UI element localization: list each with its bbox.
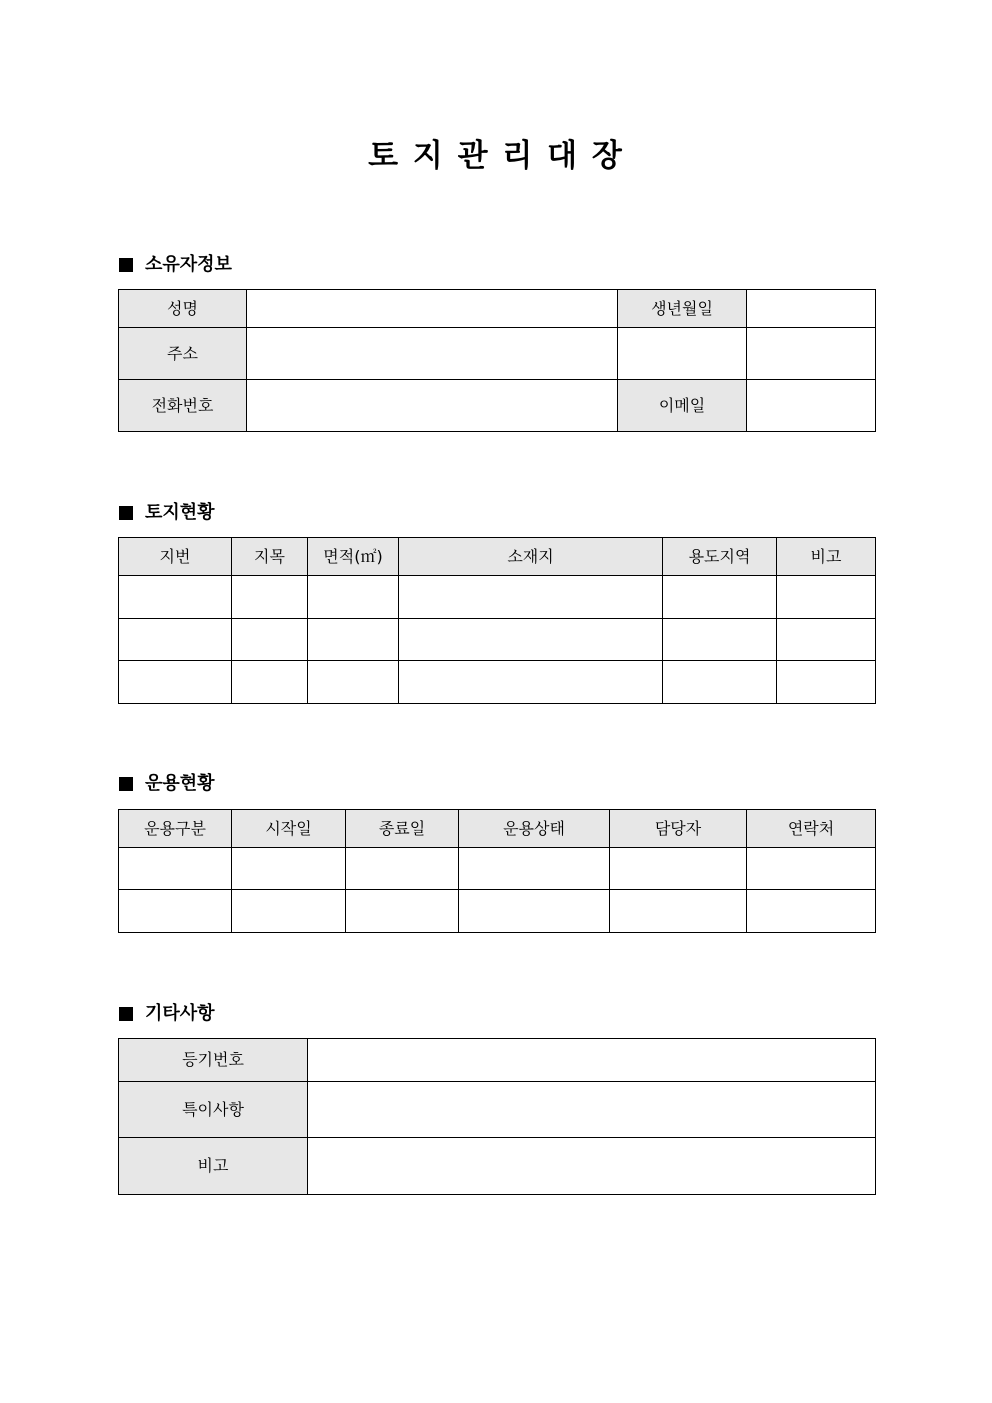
owner-row-name: [119, 290, 876, 328]
table-row: [119, 619, 876, 661]
table-cell[interactable]: [119, 661, 232, 704]
table-cell[interactable]: [459, 848, 610, 890]
table-cell[interactable]: [232, 848, 346, 890]
table-cell[interactable]: [308, 661, 399, 704]
owner-row-contact: [119, 380, 876, 432]
table-cell[interactable]: [119, 619, 232, 661]
address-field[interactable]: [247, 328, 618, 380]
other-info-table: [118, 1038, 876, 1195]
document-title: 토 지 관 리 대 장: [368, 138, 624, 174]
registration-no-label: 등기번호: [119, 1039, 308, 1082]
remarks-label: 비고: [119, 1138, 308, 1195]
usage-status-table: [118, 809, 876, 933]
registration-row: [119, 1039, 876, 1082]
address-label: 주소: [119, 328, 247, 380]
address-extra-field-1[interactable]: [618, 328, 747, 380]
land-header-row: [119, 538, 876, 576]
column-header: 담당자: [610, 810, 747, 848]
usage-section-heading: [119, 772, 215, 796]
table-cell[interactable]: [308, 576, 399, 619]
square-bullet-icon: [119, 777, 133, 791]
column-header: 연락처: [747, 810, 876, 848]
column-header: 시작일: [232, 810, 346, 848]
table-cell[interactable]: [232, 576, 308, 619]
square-bullet-icon: [119, 1007, 133, 1021]
table-cell[interactable]: [777, 576, 876, 619]
name-field[interactable]: [247, 290, 618, 328]
table-cell[interactable]: [610, 890, 747, 933]
column-header: 지목: [232, 538, 308, 576]
owner-section-title: 소유자정보: [145, 254, 232, 275]
birthdate-label: 생년월일: [618, 290, 747, 328]
table-cell[interactable]: [119, 576, 232, 619]
table-row: [119, 890, 876, 933]
remarks-field[interactable]: [308, 1138, 876, 1195]
table-cell[interactable]: [232, 619, 308, 661]
phone-field[interactable]: [247, 380, 618, 432]
special-notes-row: [119, 1082, 876, 1138]
phone-label: 전화번호: [119, 380, 247, 432]
table-cell[interactable]: [663, 661, 777, 704]
table-row: [119, 661, 876, 704]
table-cell[interactable]: [747, 848, 876, 890]
table-cell[interactable]: [663, 619, 777, 661]
owner-info-table: [118, 289, 876, 432]
column-header: 소재지: [399, 538, 663, 576]
other-section-heading: [119, 1002, 215, 1026]
usage-section-title: 운용현황: [145, 773, 215, 794]
table-cell[interactable]: [610, 848, 747, 890]
column-header: 운용구분: [119, 810, 232, 848]
table-cell[interactable]: [777, 619, 876, 661]
table-cell[interactable]: [346, 890, 459, 933]
name-label: 성명: [119, 290, 247, 328]
table-cell[interactable]: [119, 890, 232, 933]
column-header: 면적(㎡): [308, 538, 399, 576]
table-cell[interactable]: [232, 661, 308, 704]
registration-no-field[interactable]: [308, 1039, 876, 1082]
column-header: 종료일: [346, 810, 459, 848]
email-field[interactable]: [747, 380, 876, 432]
table-cell[interactable]: [346, 848, 459, 890]
special-notes-field[interactable]: [308, 1082, 876, 1138]
column-header: 지번: [119, 538, 232, 576]
table-cell[interactable]: [663, 576, 777, 619]
remarks-row: [119, 1138, 876, 1195]
usage-header-row: [119, 810, 876, 848]
birthdate-field[interactable]: [747, 290, 876, 328]
table-cell[interactable]: [399, 619, 663, 661]
table-cell[interactable]: [119, 848, 232, 890]
owner-row-address: [119, 328, 876, 380]
table-cell[interactable]: [777, 661, 876, 704]
table-row: [119, 848, 876, 890]
land-section-title: 토지현황: [145, 502, 215, 523]
table-cell[interactable]: [308, 619, 399, 661]
table-cell[interactable]: [232, 890, 346, 933]
square-bullet-icon: [119, 258, 133, 272]
table-cell[interactable]: [399, 576, 663, 619]
owner-section-heading: [119, 253, 232, 277]
table-cell[interactable]: [399, 661, 663, 704]
email-label: 이메일: [618, 380, 747, 432]
special-notes-label: 특이사항: [119, 1082, 308, 1138]
table-cell[interactable]: [459, 890, 610, 933]
table-row: [119, 576, 876, 619]
other-section-title: 기타사항: [145, 1003, 215, 1024]
square-bullet-icon: [119, 506, 133, 520]
column-header: 용도지역: [663, 538, 777, 576]
column-header: 비고: [777, 538, 876, 576]
column-header: 운용상태: [459, 810, 610, 848]
land-status-table: [118, 537, 876, 704]
address-extra-field-2[interactable]: [747, 328, 876, 380]
land-section-heading: [119, 501, 215, 525]
table-cell[interactable]: [747, 890, 876, 933]
